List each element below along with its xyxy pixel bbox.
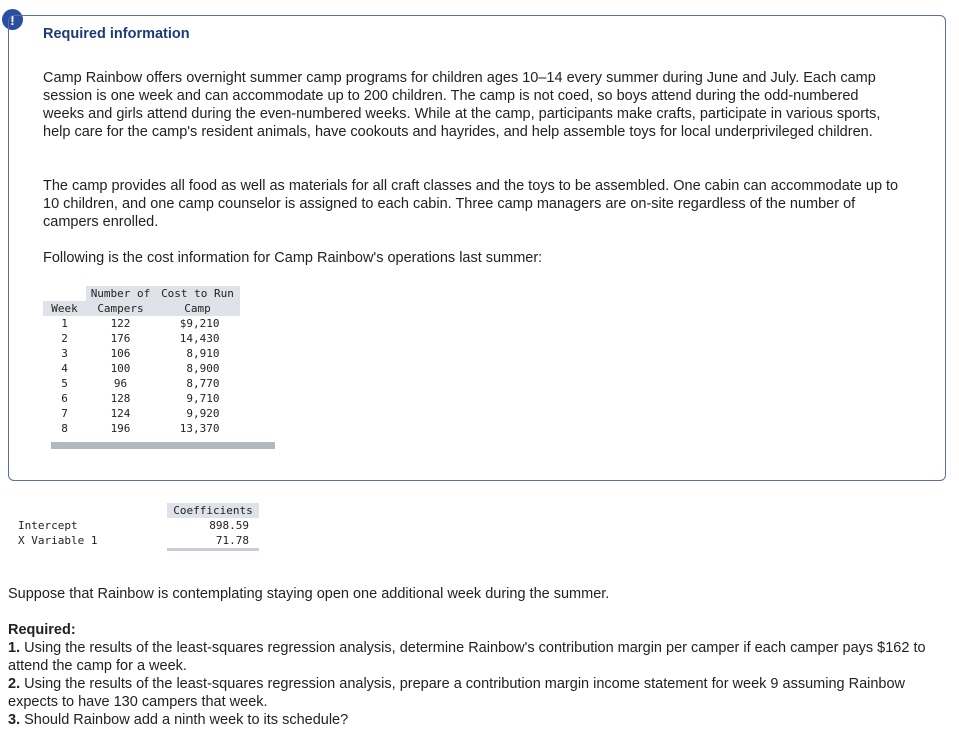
table-row — [8, 533, 259, 548]
requirement-2 — [8, 675, 948, 711]
table-row — [43, 346, 240, 361]
question-intro: Suppose that Rainbow is contemplating staying open one additional week during the summer. — [8, 586, 610, 602]
cost-cell: 13,370 — [179, 422, 220, 435]
campers-cell: 128 — [110, 392, 131, 405]
table-row — [43, 361, 240, 376]
cost-cell: $9,210 — [179, 317, 220, 330]
requirement-text: Should Rainbow add a ninth week to its schedule? — [20, 712, 349, 728]
cost-cell: 9,710 — [186, 392, 220, 405]
cost-cell: 8,770 — [186, 377, 220, 390]
required-information-title: Required information — [43, 26, 190, 42]
table-row — [8, 518, 259, 533]
campers-cell: 196 — [110, 422, 131, 435]
campers-cell: 124 — [110, 407, 131, 420]
coefficient-value: 898.59 — [209, 519, 249, 532]
cost-cell: 8,900 — [186, 362, 220, 375]
requirement-number: 1. — [8, 640, 21, 656]
week-header: Week — [43, 301, 86, 316]
required-label: Required: — [8, 622, 76, 638]
table-row — [43, 406, 240, 421]
table-row — [43, 316, 240, 331]
campers-cell: 106 — [110, 347, 131, 360]
coefficient-label: X Variable 1 — [18, 534, 98, 547]
campers-cell: 100 — [110, 362, 131, 375]
table-row — [43, 391, 240, 406]
cost-intro-paragraph: Following is the cost information for Camp Rainbow's operations last summer: — [43, 250, 543, 266]
week-cell: 7 — [61, 407, 68, 420]
week-cell: 3 — [61, 347, 68, 360]
campers-cell: 176 — [110, 332, 131, 345]
cost-cell: 8,910 — [186, 347, 220, 360]
campers-header-line1: Number of — [86, 286, 155, 301]
cost-cell: 14,430 — [179, 332, 220, 345]
requirement-text: Using the results of the least-squares regression analysis, prepare a contribution margin income statement for week 9 assuming Rainbow expects to have 130 campers that week. — [8, 676, 906, 710]
requirement-text: Using the results of the least-squares regression analysis, determine Rainbow's contribution margin per camper if each camper pays $162 to attend the camp for a week. — [8, 640, 926, 674]
coefficient-label: Intercept — [18, 519, 78, 532]
alert-icon: ! — [2, 9, 23, 30]
camp-provisions-paragraph: The camp provides all food as well as materials for all craft classes and the toys to be assembled. One cabin can accommodate up to 10 children, and one camp counselor is assigned to each cabin. Three camp managers are on-site regardless of the number of campers enrolled. — [43, 178, 899, 230]
week-cell: 2 — [61, 332, 68, 345]
week-cell: 4 — [61, 362, 68, 375]
week-cell: 8 — [61, 422, 68, 435]
coefficients-bottom-border — [167, 548, 259, 551]
requirement-number: 2. — [8, 676, 21, 692]
cost-header-line1: Cost to Run — [155, 286, 240, 301]
week-header-spacer — [43, 286, 86, 301]
requirement-3 — [8, 711, 948, 729]
week-cell: 5 — [61, 377, 68, 390]
table-bottom-border — [51, 442, 275, 449]
table-row — [43, 376, 240, 391]
table-row — [43, 331, 240, 346]
week-cell: 6 — [61, 392, 68, 405]
campers-header-line2: Campers — [86, 301, 155, 316]
requirement-number: 3. — [8, 712, 21, 728]
table-row — [43, 421, 240, 436]
cost-cell: 9,920 — [186, 407, 220, 420]
cost-header-line2: Camp — [155, 301, 240, 316]
requirement-1 — [8, 639, 948, 675]
cost-table — [43, 286, 240, 436]
required-section — [8, 621, 948, 729]
campers-cell: 96 — [113, 377, 128, 390]
camp-description-paragraph: Camp Rainbow offers overnight summer camp programs for children ages 10–14 every summer during June and July. Each camp session is one week and can accommodate up to 200 children. The camp is not coed, so boys attend during the odd-numbered weeks and girls attend during the even-numbered weeks. While at the camp, participants make crafts, participate in various sports, help care for the camp's resident animals, have cookouts and hayrides, and help assemble toys for local underprivileged children. — [43, 70, 881, 140]
coefficient-value: 71.78 — [215, 534, 249, 547]
campers-cell: 122 — [110, 317, 131, 330]
coefficients-header: Coefficients — [167, 503, 259, 518]
week-cell: 1 — [61, 317, 68, 330]
